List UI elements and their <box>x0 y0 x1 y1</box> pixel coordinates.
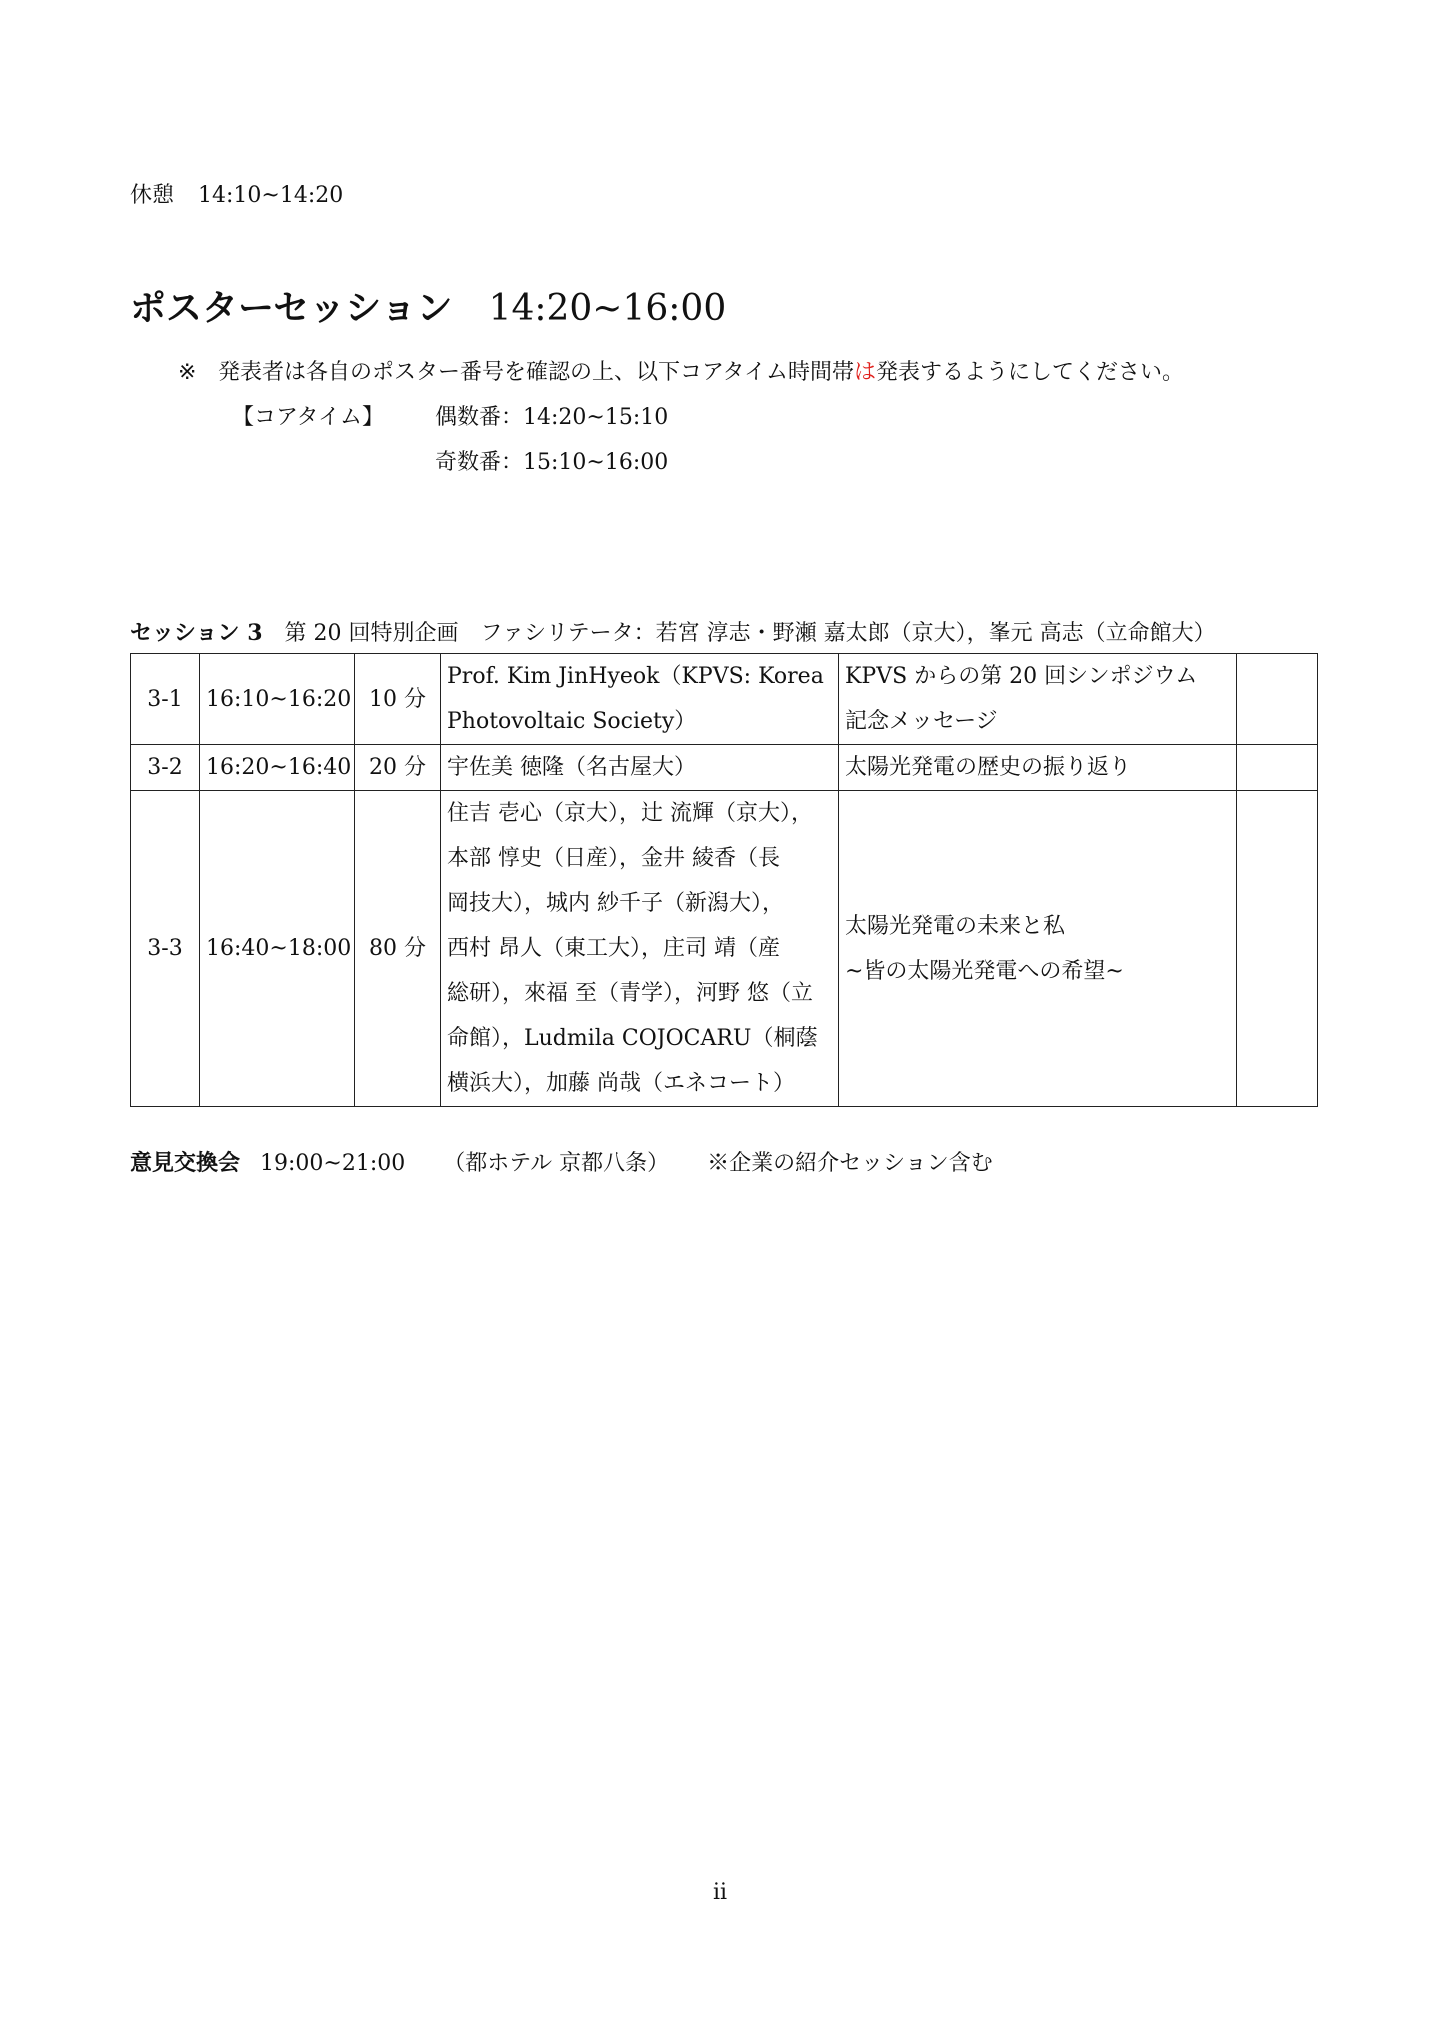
speaker-line: 命館），Ludmila COJOCARU（桐蔭 <box>447 1026 818 1051</box>
speaker-line: Photovoltaic Society） <box>447 709 697 734</box>
core-time-odd: 奇数番：15:10~16:00 <box>435 450 669 475</box>
speaker-line: 宇佐美 徳隆（名古屋大） <box>447 755 696 780</box>
speaker-line: 総研），來福 至（青学），河野 悠（立 <box>447 981 813 1006</box>
poster-session-title: ポスターセッション <box>130 287 453 329</box>
note-text-before: 発表者は各自のポスター番号を確認の上、以下コアタイム時間帯 <box>218 360 855 385</box>
time-cell: 16:40~18:00 <box>200 791 355 1107</box>
poster-session-heading <box>130 280 726 331</box>
note-cell <box>1237 791 1318 1107</box>
break-label: 休憩 <box>130 183 175 208</box>
break-time: 14:10~14:20 <box>198 183 344 208</box>
talk-title-line: 太陽光発電の歴史の振り返り <box>845 755 1132 780</box>
session-number-cell: 3-1 <box>131 654 200 745</box>
speaker-line: 横浜大），加藤 尚哉（エネコート） <box>447 1071 795 1096</box>
talk-title-cell <box>839 791 1237 1107</box>
talk-title-cell <box>839 654 1237 745</box>
speaker-line: 西村 昂人（東工大），庄司 靖（産 <box>447 936 780 961</box>
speaker-cell <box>441 791 839 1107</box>
talk-title-line: KPVS からの第 20 回シンポジウム <box>845 664 1198 689</box>
session3-schedule-table <box>130 653 1318 1107</box>
duration-cell: 10 分 <box>355 654 441 745</box>
session3-title: 第 20 回特別企画 <box>284 621 459 646</box>
poster-note <box>178 355 1184 386</box>
note-text-highlight: は <box>854 360 877 385</box>
note-mark: ※ <box>178 360 197 385</box>
time-cell: 16:20~16:40 <box>200 745 355 791</box>
speaker-cell <box>441 654 839 745</box>
time-cell: 16:10~16:20 <box>200 654 355 745</box>
session-number-cell: 3-2 <box>131 745 200 791</box>
poster-session-time: 14:20~16:00 <box>488 288 727 329</box>
duration-cell: 80 分 <box>355 791 441 1107</box>
duration-cell: 20 分 <box>355 745 441 791</box>
talk-title-line: 記念メッセージ <box>845 709 998 734</box>
meeting-note: ※企業の紹介セッション含む <box>707 1151 993 1176</box>
page-number: ii <box>712 1880 728 1905</box>
talk-title-line: ~皆の太陽光発電への希望~ <box>845 958 1124 984</box>
speaker-line: 岡技大），城内 紗千子（新潟大）， <box>447 891 784 916</box>
core-time-even: 偶数番：14:20~15:10 <box>435 405 669 430</box>
meeting-time: 19:00~21:00 <box>260 1151 406 1176</box>
speaker-line: Prof. Kim JinHyeok（KPVS: Korea <box>447 664 824 689</box>
meeting-label: 意見交換会 <box>130 1150 241 1176</box>
talk-title-cell <box>839 745 1237 791</box>
speaker-line: 住吉 壱心（京大），辻 流輝（京大）， <box>447 801 813 826</box>
speaker-cell <box>441 745 839 791</box>
note-cell <box>1237 745 1318 791</box>
meeting-line <box>130 1146 993 1177</box>
table-row <box>131 745 1318 791</box>
table-row <box>131 654 1318 745</box>
note-text-after: 発表するようにしてください。 <box>876 360 1185 385</box>
note-cell <box>1237 654 1318 745</box>
session3-heading <box>130 616 1216 647</box>
core-time-label: 【コアタイム】 <box>232 405 385 430</box>
meeting-venue: （都ホテル 京都八条） <box>443 1151 670 1176</box>
table-row <box>131 791 1318 1107</box>
session-number-cell: 3-3 <box>131 791 200 1107</box>
speaker-line: 本部 惇史（日産），金井 綾香（長 <box>447 846 780 871</box>
session3-facilitators: ファシリテータ：若宮 淳志・野瀬 嘉太郎（京大），峯元 高志（立命館大） <box>480 621 1216 646</box>
talk-title-line: 太陽光発電の未来と私 <box>845 913 1066 939</box>
session3-label: セッション 3 <box>130 620 263 646</box>
break-line <box>130 178 343 209</box>
